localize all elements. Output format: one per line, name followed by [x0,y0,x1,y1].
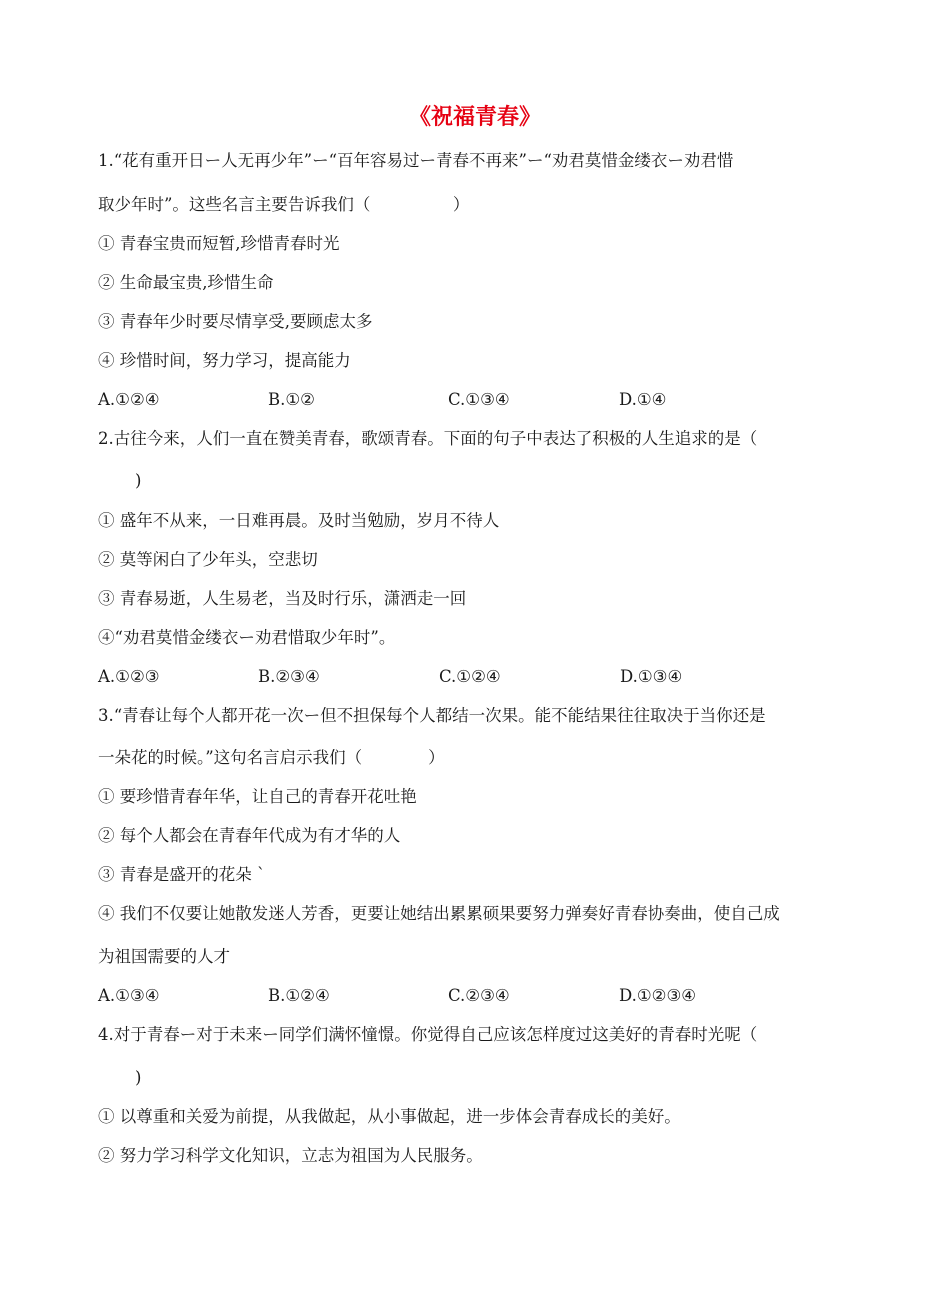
q1-item-4: ④ 珍惜时间，努力学习，提高能力 [98,351,351,370]
q2-stem-line-2: ) [135,471,142,490]
q3-option-d: D.①②③④ [619,986,697,1005]
q4-stem-line-1: 4.对于青春ー对于未来ー同学们满怀憧憬。你觉得自己应该怎样度过这美好的青春时光呢（ [98,1025,758,1044]
q1-item-3: ③ 青春年少时要尽情享受,要顾虑太多 [98,312,373,331]
q3-item-4-continued: 为祖国需要的人才 [98,947,230,966]
q2-stem-line-1: 2.古往今来，人们一直在赞美青春，歌颂青春。下面的句子中表达了积极的人生追求的是（ [98,429,758,448]
q1-item-2: ② 生命最宝贵,珍惜生命 [98,273,274,292]
q3-stem-line-1: 3.“青春让每个人都开花一次ー但不担保每个人都结一次果。能不能结果往往取决于当你还是 [98,706,766,725]
q3-item-3: ③ 青春是盛开的花朵 ` [98,865,266,884]
q1-option-a: A.①②④ [98,390,160,409]
document-title: 《祝福青春》 [408,104,541,130]
q2-option-a: A.①②③ [98,667,160,686]
q1-stem-line-2: 取少年时”。这些名言主要告诉我们（ ） [98,195,470,214]
q4-item-2: ② 努力学习科学文化知识，立志为祖国为人民服务。 [98,1146,483,1165]
q2-option-c: C.①②④ [439,667,501,686]
q2-item-1: ① 盛年不从来，一日难再晨。及时当勉励，岁月不待人 [98,511,500,530]
q3-option-b: B.①②④ [268,986,330,1005]
q1-option-c: C.①③④ [448,390,510,409]
q1-option-d: D.①④ [619,390,667,409]
q2-option-d: D.①③④ [620,667,683,686]
q3-item-4: ④ 我们不仅要让她散发迷人芳香，更要让她结出累累硕果要努力弹奏好青春协奏曲，使自己成 [98,904,780,923]
q3-option-a: A.①③④ [98,986,160,1005]
q1-option-b: B.①② [268,390,315,409]
q2-option-b: B.②③④ [258,667,320,686]
q1-item-1: ① 青春宝贵而短暂,珍惜青春时光 [98,234,340,253]
q4-stem-line-2: ) [135,1068,142,1087]
q2-item-3: ③ 青春易逝，人生易老，当及时行乐，潇洒走一回 [98,589,467,608]
q3-item-1: ① 要珍惜青春年华，让自己的青春开花吐艳 [98,787,417,806]
q2-item-4: ④“劝君莫惜金缕衣ー劝君惜取少年时”。 [98,628,396,647]
q4-item-1: ① 以尊重和关爱为前提，从我做起，从小事做起，进一步体会青春成长的美好。 [98,1107,681,1126]
q1-stem-line-1: 1.“花有重开日ー人无再少年”ー“百年容易过ー青春不再来”ー“劝君莫惜金缕衣ー劝君惜 [98,151,734,170]
q3-option-c: C.②③④ [448,986,510,1005]
q2-item-2: ② 莫等闲白了少年头，空悲切 [98,550,318,569]
q3-stem-line-2: 一朵花的时候。”这句名言启示我们（ ） [98,748,445,767]
q3-item-2: ② 每个人都会在青春年代成为有才华的人 [98,826,401,845]
